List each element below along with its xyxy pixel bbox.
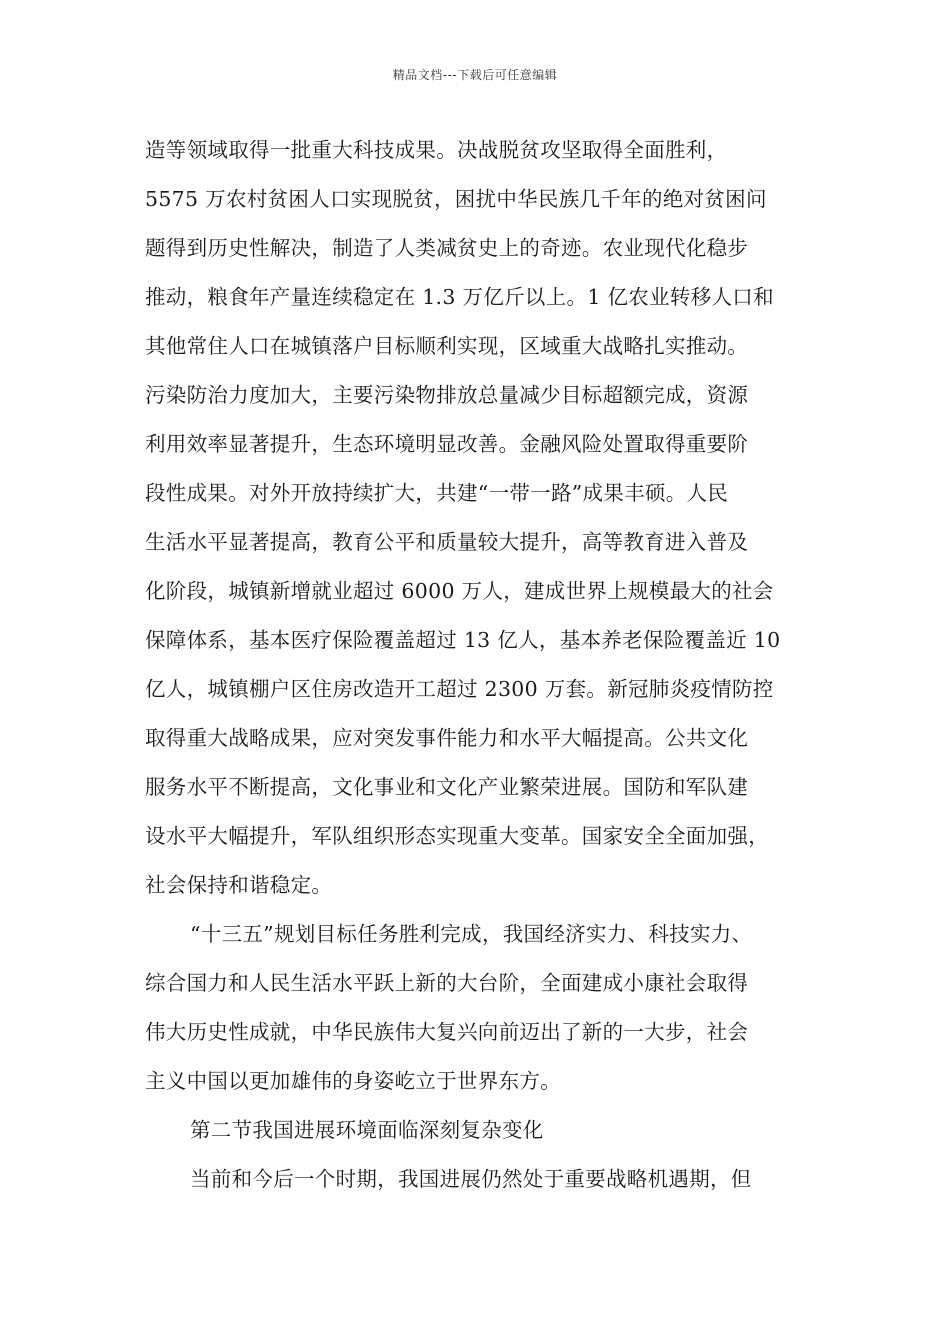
text-line: 化阶段，城镇新增就业超过 6000 万人，建成世界上规模最大的社会 (145, 579, 774, 603)
page-header: 精品文档---下载后可任意编辑 (392, 68, 558, 82)
text-line: 亿人，城镇棚户区住房改造开工超过 2300 万套。新冠肺炎疫情防控 (145, 677, 774, 701)
text-line: 造等领域取得一批重大科技成果。决战脱贫攻坚取得全面胜利， (145, 138, 728, 162)
text-line: 社会保持和谐稳定。 (145, 873, 333, 897)
text-line: 其他常住人口在城镇落户目标顺利实现，区域重大战略扎实推动。 (145, 334, 749, 358)
text-line: 第二节我国进展环境面临深刻复杂变化 (190, 1118, 544, 1142)
text-line: 主义中国以更加雄伟的身姿屹立于世界东方。 (145, 1069, 561, 1093)
text-line: 生活水平显著提高，教育公平和质量较大提升，高等教育进入普及 (145, 530, 749, 554)
text-line: 题得到历史性解决，制造了人类减贫史上的奇迹。农业现代化稳步 (145, 236, 749, 260)
text-line: 当前和今后一个时期，我国进展仍然处于重要战略机遇期，但 (190, 1167, 752, 1191)
text-line: 取得重大战略成果，应对突发事件能力和水平大幅提高。公共文化 (145, 726, 749, 750)
text-line: 5575 万农村贫困人口实现脱贫，困扰中华民族几千年的绝对贫困问 (145, 187, 767, 211)
text-line: 推动，粮食年产量连续稳定在 1.3 万亿斤以上。1 亿农业转移人口和 (145, 285, 774, 309)
text-line: 利用效率显著提升，生态环境明显改善。金融风险处置取得重要阶 (145, 432, 749, 456)
text-line: “十三五”规划目标任务胜利完成，我国经济实力、科技实力、 (190, 922, 753, 946)
text-line: 污染防治力度加大，主要污染物排放总量减少目标超额完成，资源 (145, 383, 749, 407)
document-body (145, 130, 845, 1208)
text-line: 保障体系，基本医疗保险覆盖超过 13 亿人，基本养老保险覆盖近 10 (145, 628, 781, 652)
text-line: 设水平大幅提升，军队组织形态实现重大变革。国家安全全面加强， (145, 824, 769, 848)
text-line: 综合国力和人民生活水平跃上新的大台阶，全面建成小康社会取得 (145, 971, 749, 995)
text-line: 伟大历史性成就，中华民族伟大复兴向前迈出了新的一大步，社会 (145, 1020, 749, 1044)
text-line: 服务水平不断提高，文化事业和文化产业繁荣进展。国防和军队建 (145, 775, 749, 799)
text-line: 段性成果。对外开放持续扩大，共建“一带一路”成果丰硕。人民 (145, 481, 729, 505)
